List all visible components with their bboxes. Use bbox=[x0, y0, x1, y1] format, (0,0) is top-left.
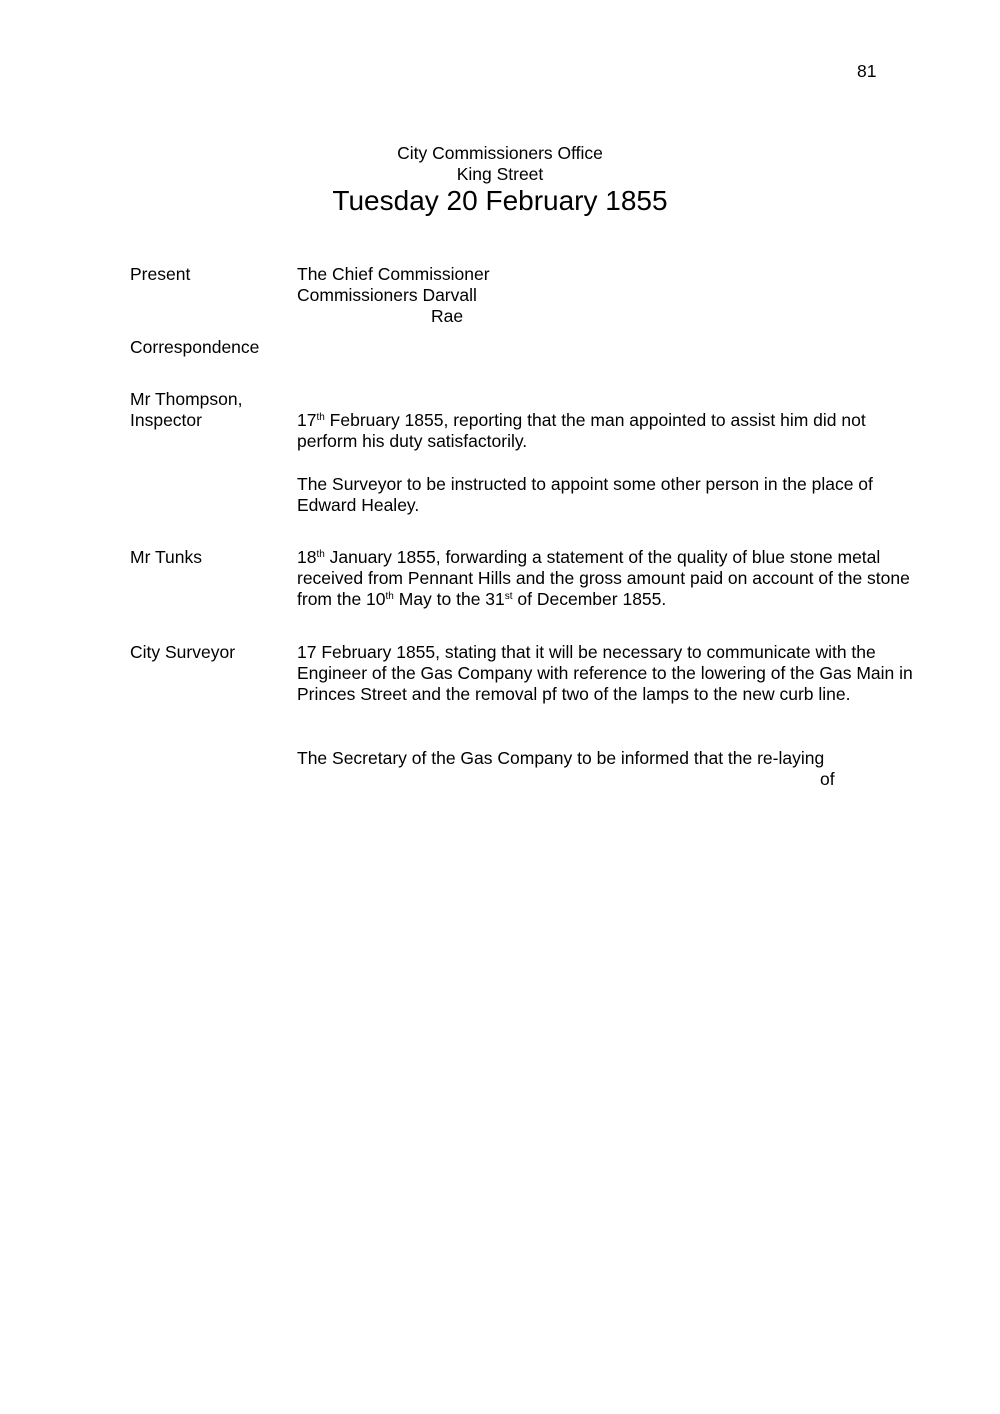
office-name: City Commissioners Office bbox=[397, 143, 603, 163]
present-label: Present bbox=[130, 264, 191, 284]
entry-tunks-label: Mr Tunks bbox=[130, 547, 202, 567]
present-commissioners: Commissioners Darvall bbox=[297, 285, 477, 305]
entry-thompson-body: February 1855, reporting that the man appointed to assist him did not perform his duty satisfactorily. bbox=[297, 410, 866, 451]
entry-surveyor-label: City Surveyor bbox=[130, 642, 236, 662]
entry-tunks-suffix-b: th bbox=[385, 591, 394, 602]
entry-surveyor-text: 17 February 1855, stating that it will be necessary to communicate with the Engineer of the Gas Company with reference to the lowering of the Gas Main in Princes Street and the removal pf two of the lamps to the new curb line. bbox=[297, 642, 913, 704]
entry-surveyor-resolution: The Secretary of the Gas Company to be informed that the re-laying bbox=[297, 748, 825, 768]
entry-thompson-day: 17 bbox=[297, 410, 317, 430]
entry-tunks-suffix-c: st bbox=[504, 591, 513, 602]
entry-thompson-day-suffix: th bbox=[316, 412, 325, 423]
street-name: King Street bbox=[456, 164, 544, 184]
entry-tunks-text bbox=[297, 547, 913, 610]
catchword: of bbox=[820, 769, 835, 789]
entry-thompson-text bbox=[297, 410, 913, 452]
entry-thompson-label: Mr Thompson, bbox=[130, 389, 243, 409]
entry-tunks-body-c: of December 1855. bbox=[512, 589, 667, 609]
present-rae: Rae bbox=[431, 306, 464, 326]
meeting-date-title: Tuesday 20 February 1855 bbox=[332, 185, 668, 216]
entry-thompson-resolution: The Surveyor to be instructed to appoint some other person in the place of Edward Healey. bbox=[297, 474, 873, 515]
entry-tunks-day-suffix: th bbox=[316, 549, 325, 560]
entry-tunks-day: 18 bbox=[297, 547, 317, 567]
entry-tunks-body-a: January 1855, forwarding a statement of the quality of blue stone metal received from Pennant Hills and the gross amount paid on account of the stone from the 10 bbox=[297, 547, 910, 609]
entry-thompson-role: Inspector bbox=[130, 410, 202, 430]
present-chief-commissioner: The Chief Commissioner bbox=[297, 264, 490, 284]
correspondence-label: Correspondence bbox=[130, 337, 260, 357]
entry-tunks-body-b: May to the 31 bbox=[393, 589, 505, 609]
page-number: 81 bbox=[857, 61, 877, 81]
